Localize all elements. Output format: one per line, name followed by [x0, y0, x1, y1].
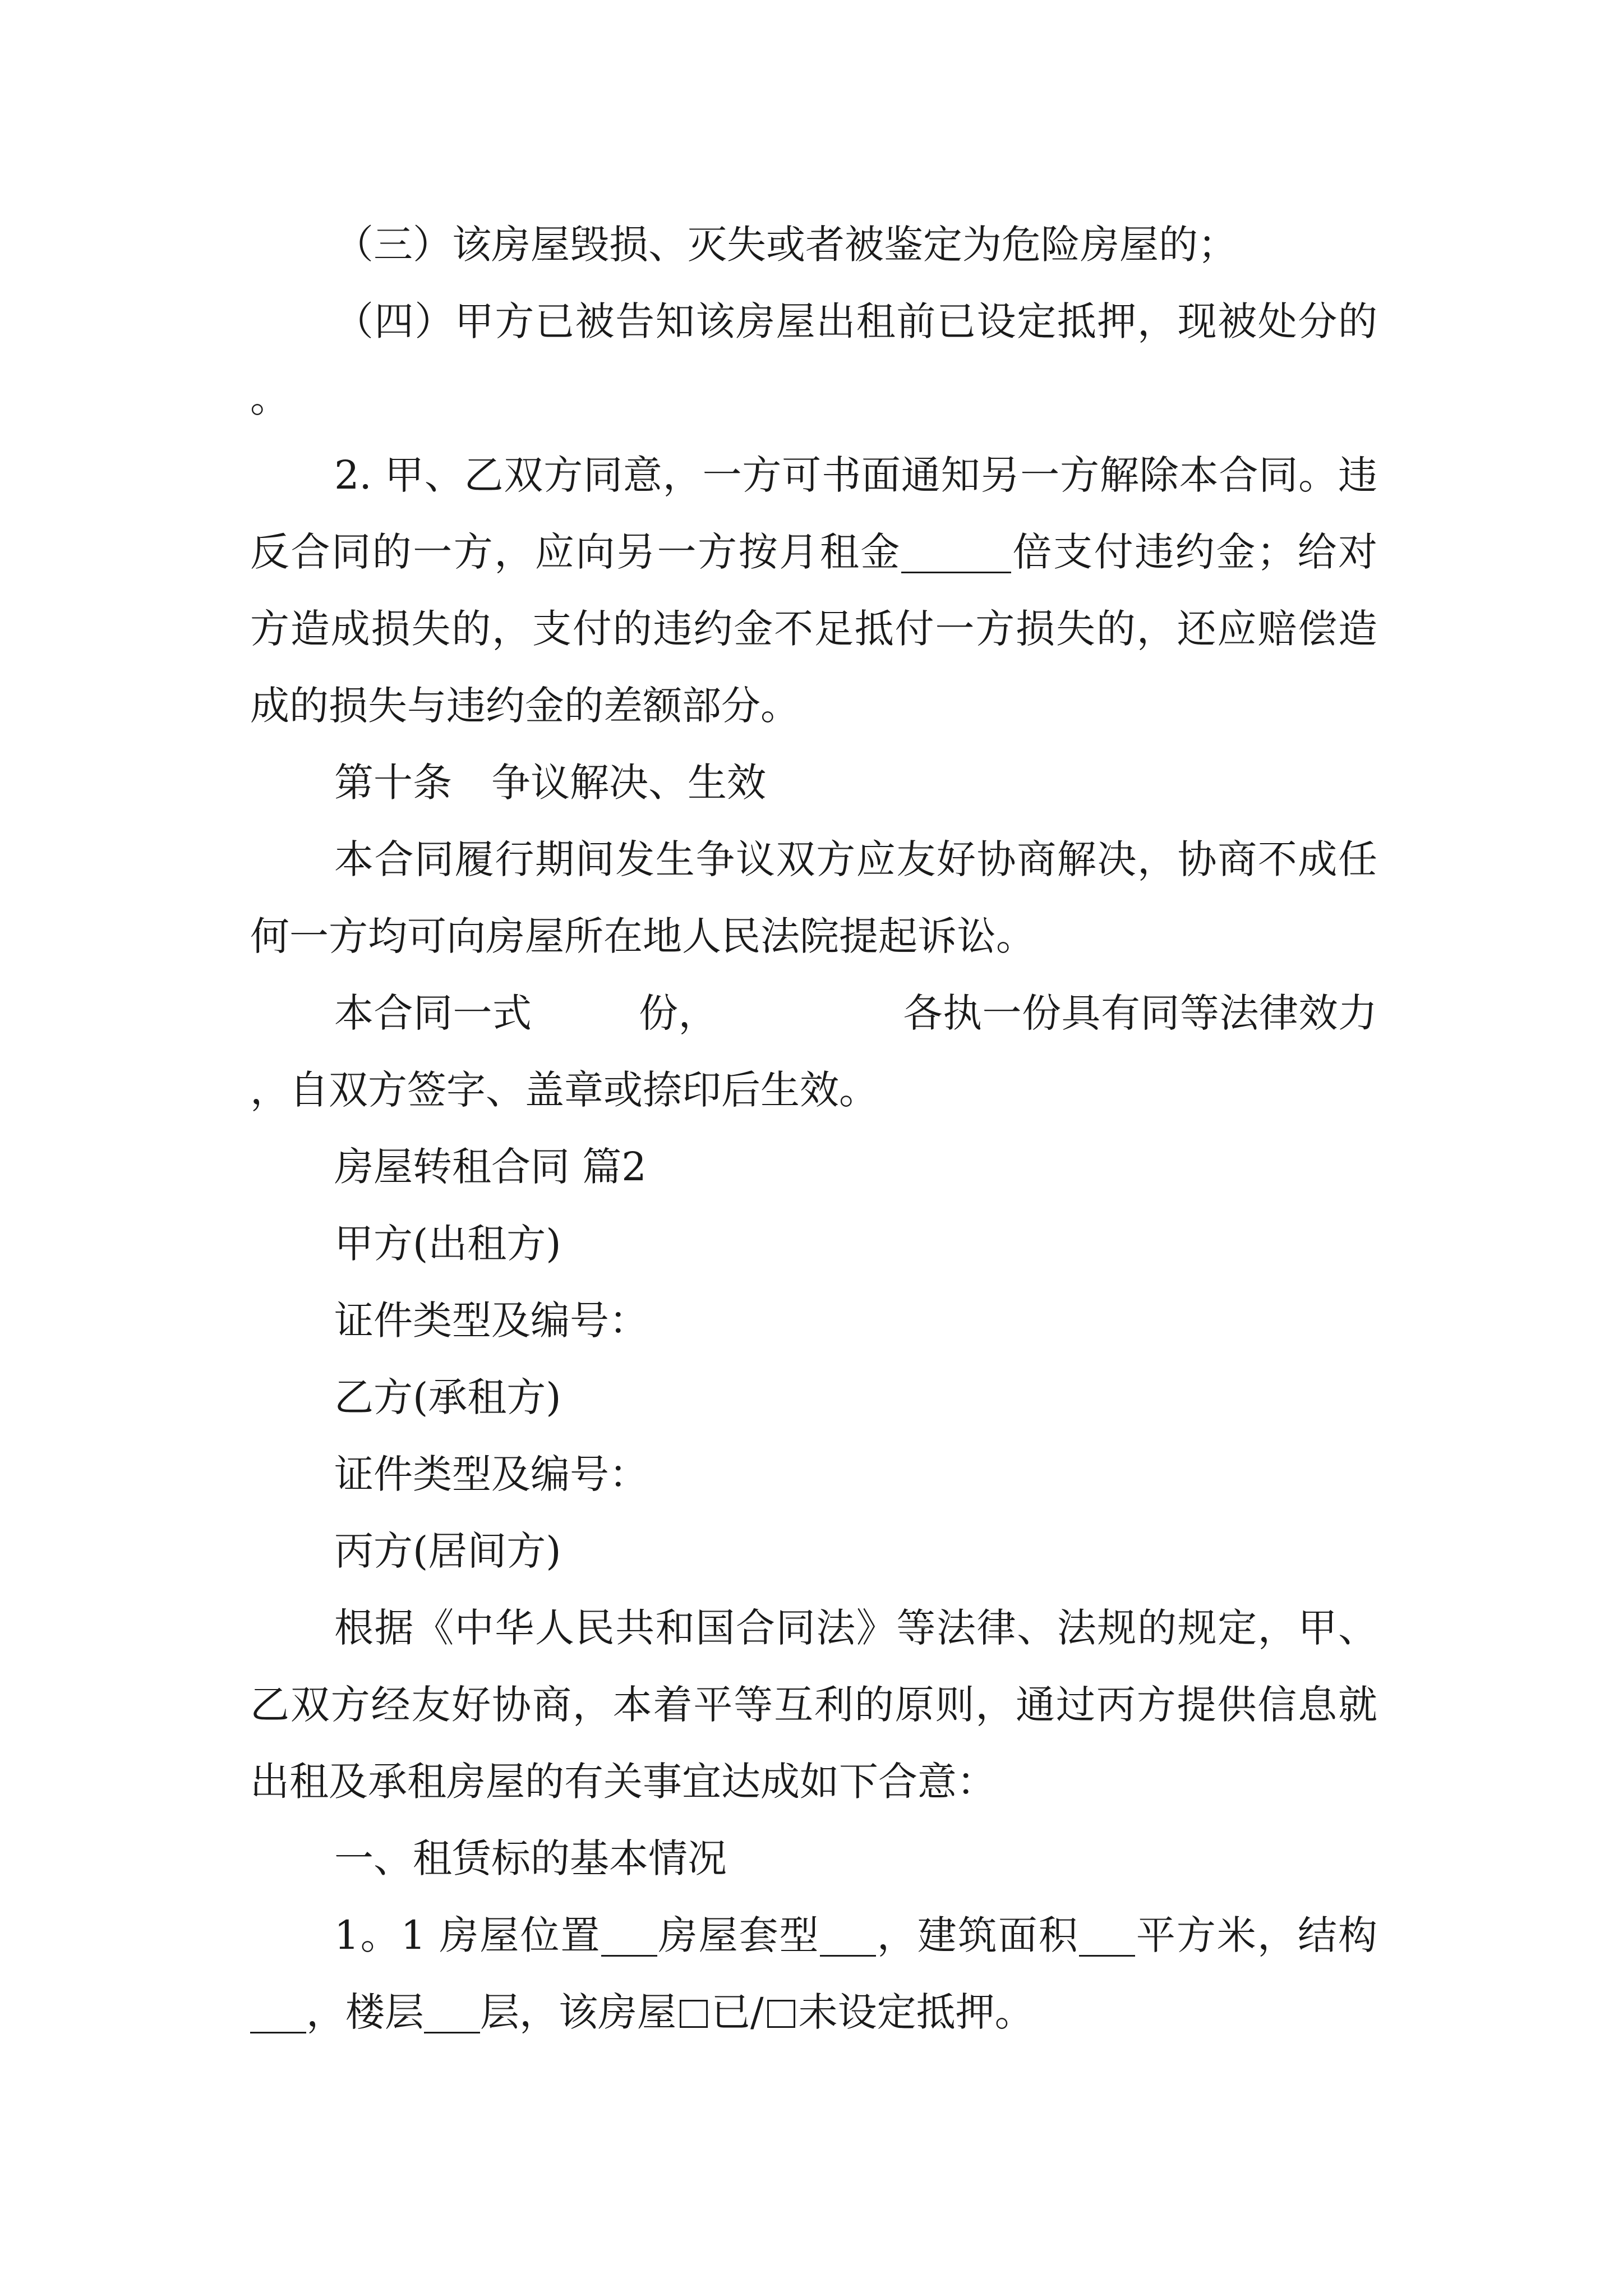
termination-clause — [250, 437, 1377, 744]
section-1-heading-text: 一、租赁标的基本情况 — [334, 1835, 727, 1881]
property-details-text-c: ，建筑面积 — [875, 1912, 1079, 1958]
dispute-clause — [250, 821, 1377, 975]
property-details-text-d: 平方米，结构 — [1135, 1912, 1378, 1958]
party-a-label-text: 甲方(出租方) — [334, 1221, 561, 1267]
copies-clause-text-b: 份， — [638, 990, 718, 1036]
article-10-heading — [250, 744, 1377, 821]
contract-2-title-text: 房屋转租合同 篇2 — [334, 1144, 647, 1190]
dispute-clause-text: 本合同履行期间发生争议双方应友好协商解决，协商不成任何一方均可向房屋所在地人民法院提起诉讼。 — [250, 836, 1377, 959]
penalty-multiple-blank — [901, 532, 1011, 573]
party-b-label-text: 乙方(承租方) — [334, 1374, 561, 1420]
termination-clause-text-a: 2. 甲、乙双方同意，一方可书面通知另一方解除本合同。违反合同的一方，应向另一方按月租金 — [250, 452, 1377, 575]
party-b-id-label — [250, 1436, 1377, 1513]
party-c-label — [250, 1513, 1377, 1590]
clause-item-3-text: （三）该房屋毁损、灭失或者被鉴定为危险房屋的； — [334, 222, 1237, 268]
party-a-label — [250, 1205, 1377, 1282]
article-10-heading-text: 第十条 争议解决、生效 — [334, 760, 766, 806]
party-c-label-text: 丙方(居间方) — [334, 1528, 561, 1574]
mortgaged-checkbox[interactable] — [680, 2000, 708, 2028]
party-a-id-label — [250, 1282, 1377, 1359]
property-details-text-b: 房屋套型 — [657, 1912, 820, 1958]
clause-item-4-text: （四）甲方已被告知该房屋出租前已设定抵押，现被处分的。 — [250, 298, 1377, 421]
contract-2-title — [250, 1129, 1377, 1205]
copies-clause — [250, 975, 1377, 1129]
property-details-text-a: 1。1 房屋位置 — [334, 1912, 601, 1958]
property-details-text-f: 层，该房屋 — [480, 1989, 676, 2035]
section-1-heading — [250, 1820, 1377, 1897]
document-body — [250, 206, 1377, 2051]
property-details-text-g: 已/ — [711, 1989, 764, 2035]
copies-clause-text-a: 本合同一式 — [334, 990, 532, 1036]
party-b-id-label-text: 证件类型及编号： — [334, 1451, 648, 1497]
preamble-text: 根据《中华人民共和国合同法》等法律、法规的规定，甲、乙双方经友好协商，本着平等互利的原则，通过丙方提供信息就出租及承租房屋的有关事宜达成如下合意： — [250, 1605, 1377, 1805]
copies-clause-text-c: 各执一份具有同等法律效力，自双方签字、盖章或捺印后生效。 — [250, 990, 1377, 1113]
preamble — [250, 1590, 1377, 1820]
clause-item-3 — [250, 206, 1377, 283]
layout-blank — [820, 1916, 876, 1957]
floor-blank — [424, 1993, 480, 2033]
termination-clause-text-b: 倍支付违约金；给对方造成损失的，支付的违约金不足抵付一方损失的，还应赔偿造成的损失与违约金的差额部分。 — [250, 529, 1378, 729]
property-details-text-h: 未设定抵押。 — [798, 1989, 1034, 2035]
location-blank — [601, 1916, 657, 1957]
property-details-text-e: ，楼层 — [306, 1989, 424, 2035]
property-details-clause — [250, 1897, 1377, 2051]
clause-item-4 — [250, 283, 1377, 437]
structure-blank — [250, 1993, 306, 2033]
party-a-id-label-text: 证件类型及编号： — [334, 1297, 648, 1343]
not-mortgaged-checkbox[interactable] — [767, 2000, 795, 2028]
party-b-label — [250, 1359, 1377, 1436]
area-blank — [1079, 1916, 1135, 1957]
